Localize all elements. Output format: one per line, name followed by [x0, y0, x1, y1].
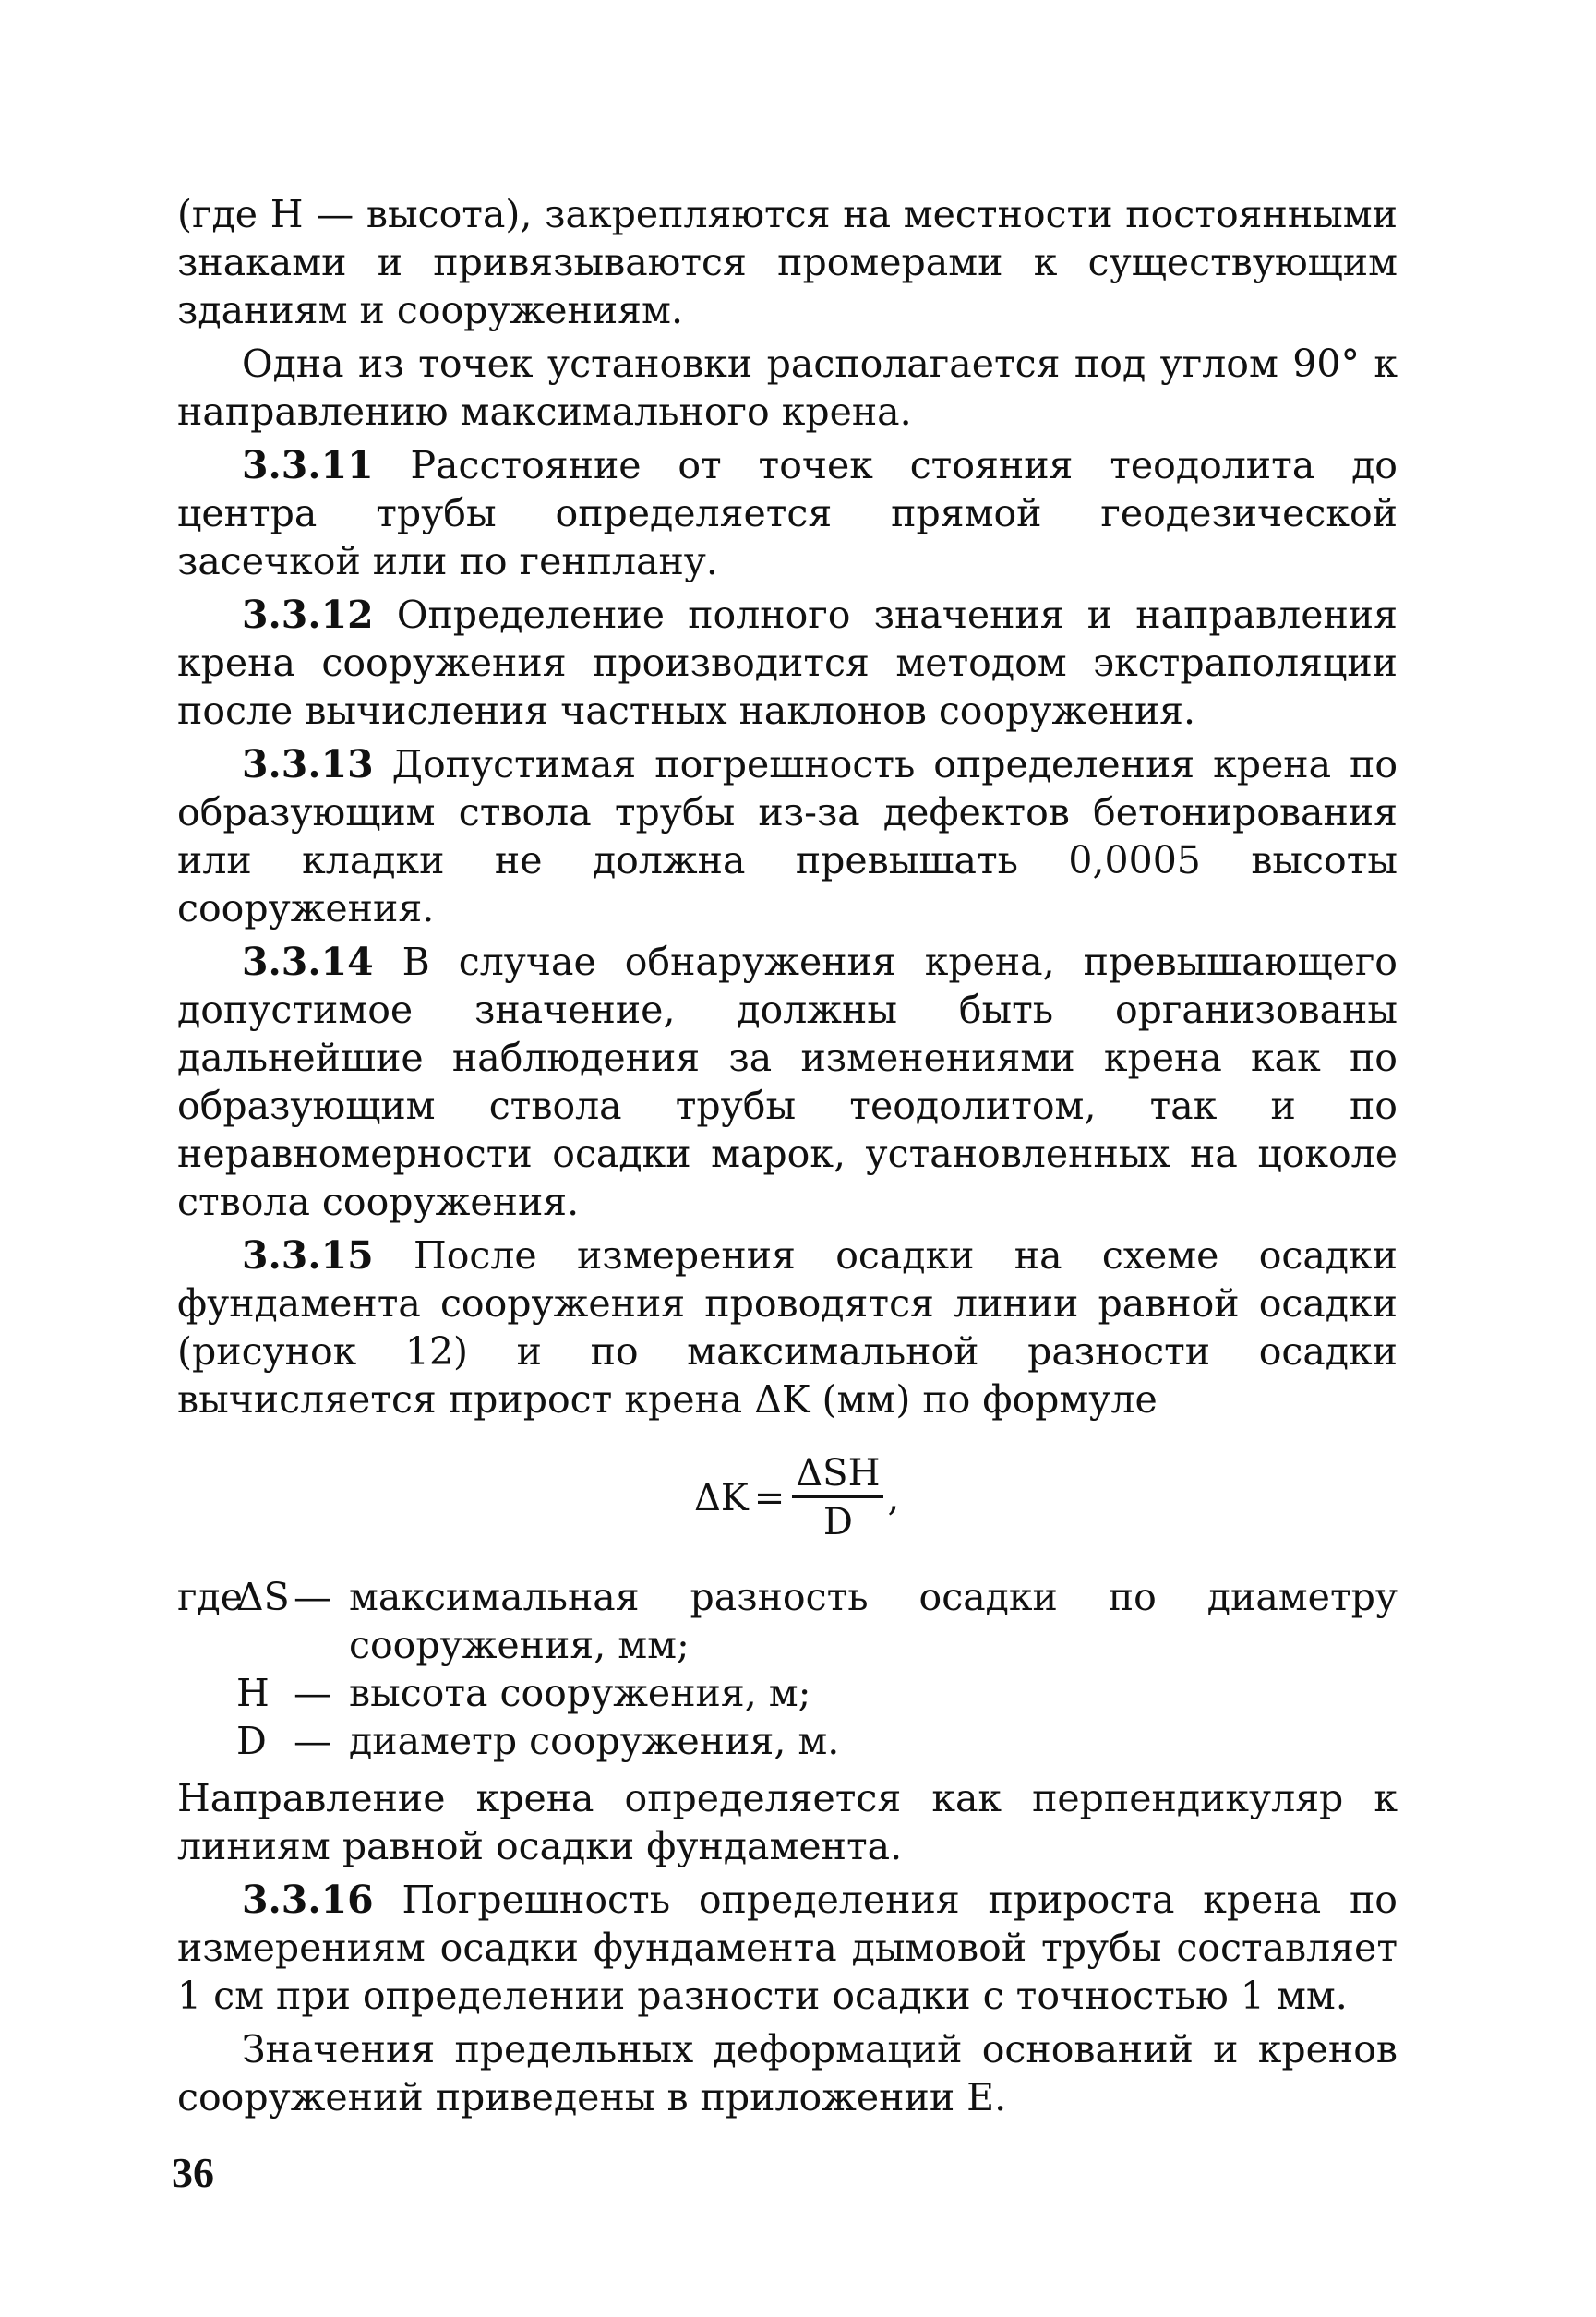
paragraph-text: Определение полного значения и направления крена сооружения производится методом экстраполяции после вычисления частных наклонов сооружения. [177, 593, 1398, 733]
paragraph-text: Одна из точек установки располагается под углом 90° к направлению максимального крена. [177, 342, 1398, 434]
paragraph-3-3-13 [177, 740, 1398, 932]
section-number: 3.3.12 [242, 593, 374, 637]
definition-prefix: где [177, 1575, 243, 1619]
paragraph-text: Допустимая погрешность определения крена по образующим ствола трубы из-за дефектов бетонирования или кладки не должна превышать 0,0005 высоты сооружения. [177, 742, 1398, 930]
definition-symbol: D [236, 1719, 267, 1763]
formula [694, 1453, 899, 1543]
paragraph-limits [177, 2025, 1398, 2121]
paragraph-text: Погрешность определения прироста крена по измерениям осадки фундамента дымовой трубы составляет 1 см при определении разности осадки с точностью 1 мм. [177, 1878, 1398, 2018]
paragraph-3-3-16 [177, 1876, 1398, 2020]
paragraph-text: Расстояние от точек стояния теодолита до центра трубы определяется прямой геодезической засечкой или по генплану. [177, 443, 1398, 583]
definition-dash: — [294, 1719, 331, 1763]
formula-trailing-comma: , [887, 1476, 900, 1519]
formula-numerator: ΔSH [792, 1453, 883, 1498]
paragraph-3-3-15 [177, 1231, 1398, 1423]
section-number: 3.3.16 [242, 1878, 374, 1922]
paragraph-1 [177, 190, 1398, 334]
paragraph-2 [177, 340, 1398, 436]
page-number: 36 [172, 2149, 214, 2196]
paragraph-3-3-12 [177, 591, 1398, 735]
paragraph-3-3-14 [177, 938, 1398, 1226]
definition-dash: — [294, 1671, 331, 1715]
definition-dash: — [294, 1575, 331, 1619]
formula-lhs: ΔK [694, 1476, 749, 1519]
definitions-list [177, 1573, 1398, 1765]
definition-text: максимальная разность осадки по диаметру сооружения, мм; [349, 1575, 1398, 1667]
paragraph-direction [177, 1774, 1398, 1870]
definition-text: высота сооружения, м; [349, 1671, 811, 1715]
definition-row [177, 1573, 1398, 1669]
definition-row [177, 1717, 1398, 1765]
section-number: 3.3.11 [242, 443, 374, 487]
formula-denominator: D [822, 1501, 853, 1543]
paragraph-text: Направление крена определяется как перпендикуляр к линиям равной осадки фундамента. [177, 1776, 1398, 1868]
definition-text: диаметр сооружения, м. [349, 1719, 840, 1763]
section-number: 3.3.14 [242, 940, 374, 984]
formula-fraction [792, 1453, 883, 1543]
paragraph-text: Значения предельных деформаций оснований и кренов сооружений приведены в приложении Е. [177, 2027, 1398, 2119]
paragraph-text: В случае обнаружения крена, превышающего допустимое значение, должны быть организованы дальнейшие наблюдения за изменениями крена как по образующим ствола трубы теодолитом, так и по неравномерности осадки марок, установленных на цоколе ствола сооружения. [177, 940, 1398, 1224]
definition-symbol: H [236, 1671, 270, 1715]
formula-block [177, 1444, 1398, 1564]
formula-equals: = [753, 1476, 786, 1519]
definition-row [177, 1669, 1398, 1717]
section-number: 3.3.15 [242, 1233, 374, 1278]
paragraph-text: (где H — высота), закрепляются на местности постоянными знаками и привязываются промерами к существующим зданиям и сооружениям. [177, 192, 1398, 332]
paragraph-3-3-11 [177, 441, 1398, 585]
body-text [177, 190, 1398, 2127]
section-number: 3.3.13 [242, 742, 374, 786]
paragraph-text: После измерения осадки на схеме осадки фундамента сооружения проводятся линии равной осадки (рисунок 12) и по максимальной разности осадки вычисляется прирост крена ΔK (мм) по формуле [177, 1233, 1398, 1422]
definition-symbol: ΔS [236, 1575, 290, 1619]
